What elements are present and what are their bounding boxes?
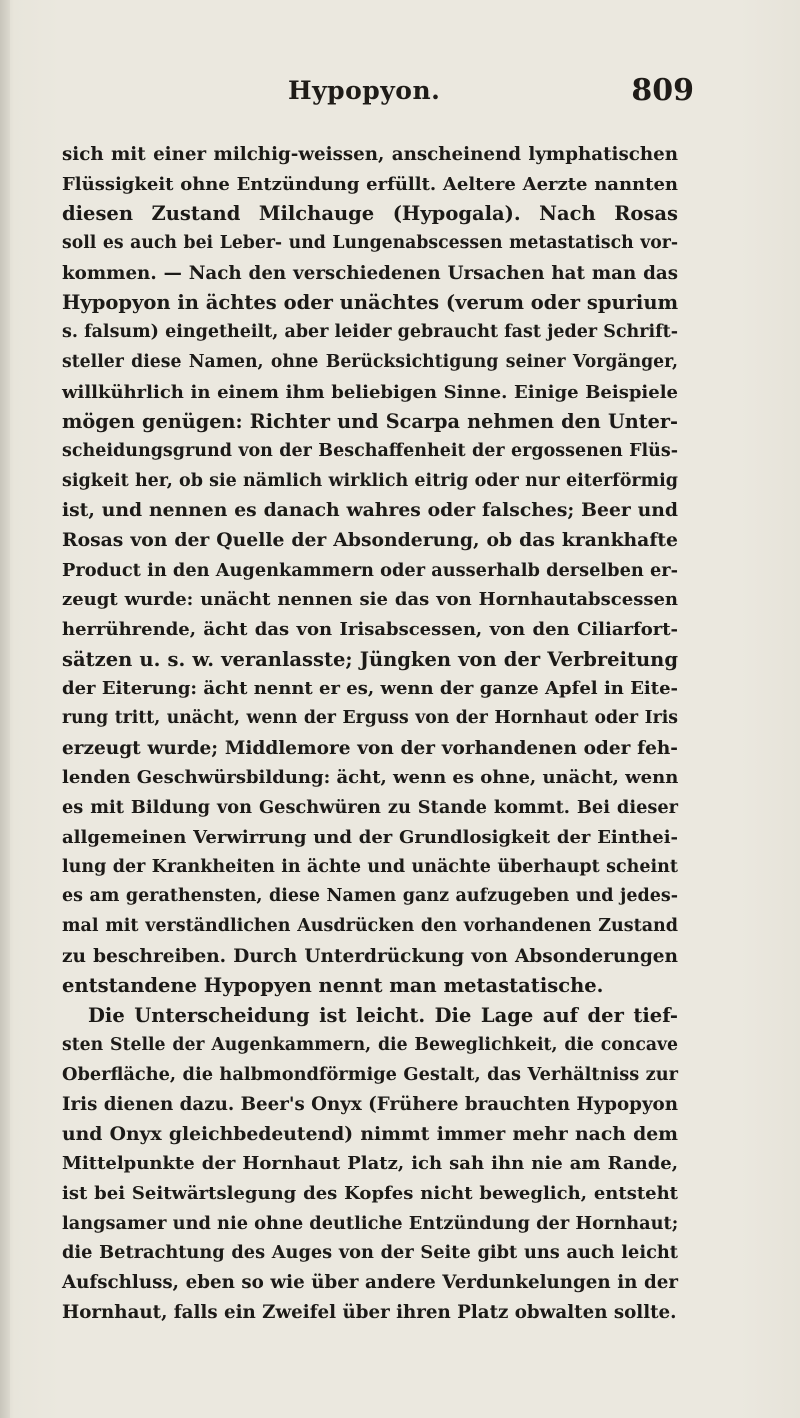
page-number: 809	[631, 73, 694, 108]
text-line: Oberfläche, die halbmondförmige Gestalt, das Verhältniss zur	[62, 1064, 678, 1086]
text-line: Hypopyon in ächtes oder unächtes (verum oder spurium	[62, 291, 679, 315]
paragraph-start-line: Die Unterscheidung ist leicht. Die Lage auf der tief-	[88, 1003, 678, 1027]
running-title: Hypopyon.	[288, 76, 441, 105]
text-line: diesen Zustand Milchauge (Hypogala). Nach Rosas	[62, 202, 678, 226]
text-line: ist bei Seitwärtslegung des Kopfes nicht beweglich, entsteht	[62, 1183, 678, 1205]
body-text	[62, 140, 678, 1328]
text-line: steller diese Namen, ohne Berücksichtigung seiner Vorgänger,	[62, 351, 678, 372]
text-line: erzeugt wurde; Middlemore von der vorhandenen oder feh-	[62, 737, 678, 759]
page-gutter-edge	[0, 0, 10, 1418]
text-line: scheidungsgrund von der Beschaffenheit der ergossenen Flüs-	[62, 440, 678, 461]
paragraph-end-line: Hornhaut, falls ein Zweifel über ihren Platz obwalten sollte.	[62, 1301, 677, 1323]
text-line: sätzen u. s. w. veranlasste; Jüngken von der Verbreitung	[62, 647, 678, 671]
text-line: und Onyx gleichbedeutend) nimmt immer mehr nach dem	[62, 1122, 678, 1145]
text-line: es mit Bildung von Geschwüren zu Stande kommt. Bei dieser	[62, 797, 678, 819]
text-line: Product in den Augenkammern oder ausserhalb derselben er-	[62, 559, 678, 581]
text-line: die Betrachtung des Auges von der Seite gibt uns auch leicht	[62, 1242, 678, 1264]
text-line: Rosas von der Quelle der Absonderung, ob das krankhafte	[62, 528, 678, 551]
text-line: ist, und nennen es danach wahres oder falsches; Beer und	[62, 499, 678, 522]
text-line: Iris dienen dazu. Beer's Onyx (Frühere brauchten Hypopyon	[62, 1094, 678, 1115]
text-line: kommen. — Nach den verschiedenen Ursachen hat man das	[62, 262, 678, 284]
text-line: sten Stelle der Augenkammern, die Beweglichkeit, die concave	[62, 1034, 678, 1055]
text-line: sich mit einer milchig-weissen, anscheinend lymphatischen	[62, 144, 678, 165]
text-line: zeugt wurde: unächt nennen sie das von Hornhautabscessen	[62, 589, 678, 611]
text-line: allgemeinen Verwirrung und der Grundlosigkeit der Einthei-	[62, 826, 678, 848]
text-line: sigkeit her, ob sie nämlich wirklich eitrig oder nur eiterförmig	[62, 470, 678, 491]
text-line: mal mit verständlichen Ausdrücken den vorhandenen Zustand	[62, 915, 678, 936]
text-line: zu beschreiben. Durch Unterdrückung von Absonderungen	[62, 945, 678, 967]
text-line: willkührlich in einem ihm beliebigen Sinne. Einige Beispiele	[62, 381, 678, 403]
text-line: lenden Geschwürsbildung: ächt, wenn es ohne, unächt, wenn	[62, 767, 679, 789]
page-header	[62, 73, 694, 116]
text-line: Mittelpunkte der Hornhaut Platz, ich sah ihn nie am Rande,	[62, 1153, 678, 1175]
text-line: rung tritt, unächt, wenn der Erguss von der Hornhaut oder Iris	[62, 708, 678, 729]
text-line: s. falsum) eingetheilt, aber leider gebraucht fast jeder Schrift-	[62, 322, 678, 343]
paragraph-end-line: entstandene Hypopyen nennt man metastatische.	[62, 974, 604, 998]
text-line: es am gerathensten, diese Namen ganz aufzugeben und jedes-	[62, 886, 678, 907]
text-line: soll es auch bei Leber- und Lungenabscessen metastatisch vor-	[62, 233, 678, 254]
text-line: lung der Krankheiten in ächte und unächte überhaupt scheint	[62, 856, 678, 877]
text-line: Aufschluss, eben so wie über andere Verdunkelungen in der	[62, 1272, 678, 1294]
text-line: der Eiterung: ächt nennt er es, wenn der ganze Apfel in Eite-	[62, 678, 678, 700]
text-line: langsamer und nie ohne deutliche Entzündung der Hornhaut;	[62, 1212, 679, 1234]
text-line: Flüssigkeit ohne Entzündung erfüllt. Aeltere Aerzte nannten	[62, 173, 678, 195]
text-line: herrührende, ächt das von Irisabscessen, von den Ciliarfort-	[62, 619, 678, 640]
text-line: mögen genügen: Richter und Scarpa nehmen den Unter-	[62, 410, 678, 434]
